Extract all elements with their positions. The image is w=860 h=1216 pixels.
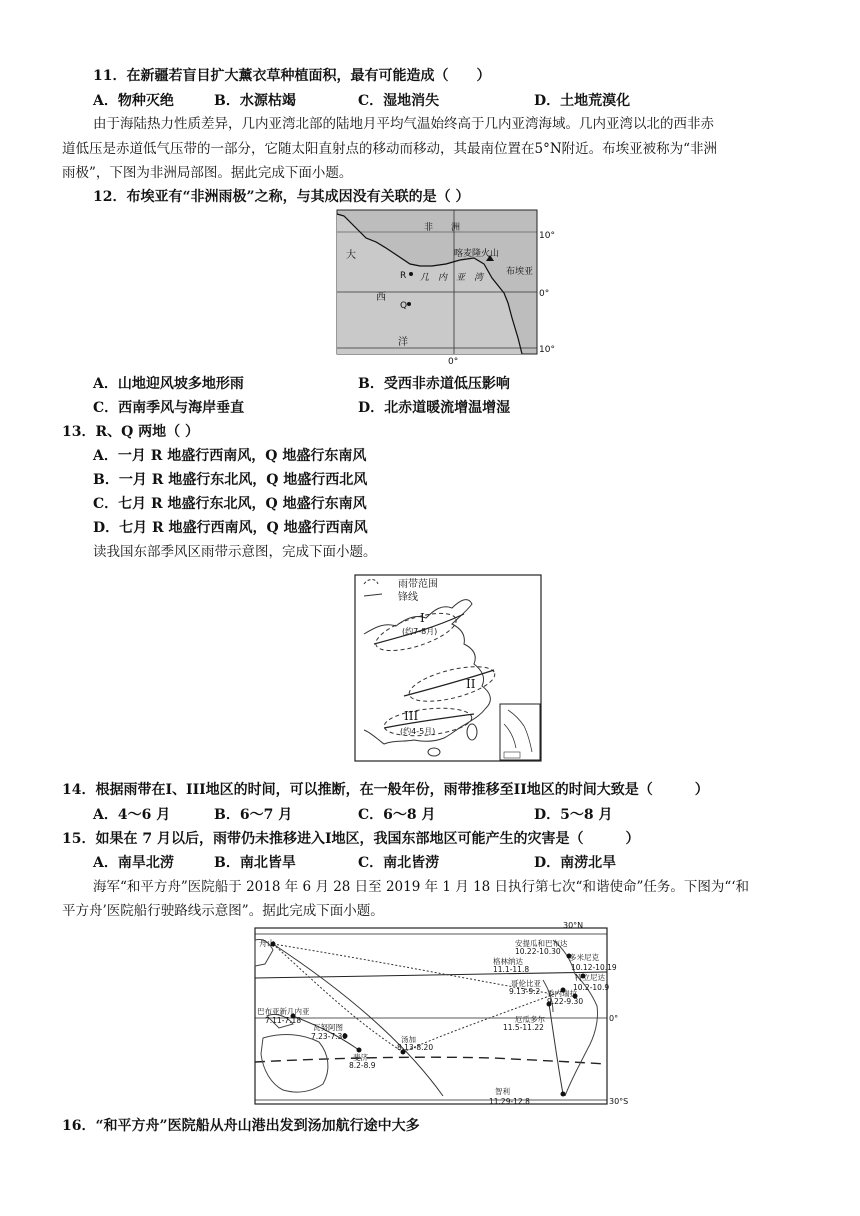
passage-1-line-1: 由于海陆热力性质差异，几内亚湾北部的陆地月平均气温始终高于几内亚湾海域。几内亚湾以北的西非赤 [93,116,714,132]
passage-1-line-3: 雨极”，下图为非洲局部图。据此完成下面小题。 [62,165,353,181]
q13-option-a: A．一月 R 地盛行西南风，Q 地盛行东南风 [93,448,367,464]
label-lat-0: 0° [539,289,550,299]
label-africa: 非 洲 [424,223,461,233]
label-tonga-date: 8.13-8.20 [397,1043,434,1052]
zone-3-label: III [404,709,419,723]
stop-fiji [357,1048,362,1053]
label-venezuela-date: 9.22-9.30 [547,997,584,1006]
label-chile-date: 11.29-12.8 [489,1097,530,1106]
label-chile: 智利 [495,1087,510,1096]
q14-option-c: C．6～8 月 [358,807,436,823]
legend-rain-range: 雨带范围 [398,579,438,590]
label-lat-0: 0° [609,1014,619,1023]
label-vanuatu: 瓦努阿图 [313,1023,343,1032]
label-tonga: 汤加 [401,1035,416,1044]
q13-option-c: C．七月 R 地盛行东北风，Q 地盛行东南风 [93,496,367,512]
passage-1-line-2: 道低压是赤道低气压带的一部分，它随太阳直射点的移动而移动，其最南位置在5°N附近。布埃亚被称为“非洲 [62,141,718,157]
passage-2: 读我国东部季风区雨带示意图，完成下面小题。 [93,544,377,560]
point-q [407,302,411,306]
label-r: R [400,271,407,281]
rain-belt-map [354,574,544,766]
q12-option-b: B．受西非赤道低压影响 [358,376,510,392]
gulf-of-guinea-map [336,208,556,368]
label-lon-0: 0° [448,357,459,367]
label-colombia: 哥伦比亚 [511,979,541,988]
label-ocean-1: 大 [346,250,356,261]
label-fiji-date: 8.2-8.9 [349,1061,376,1070]
legend-front: 锋线 [398,592,418,603]
q15-option-c: C．南北皆涝 [358,855,440,871]
question-12-stem: 12．布埃亚有“非洲雨极”之称，与其成因没有关联的是（ ） [93,189,470,205]
label-buea: 布埃亚 [506,267,534,277]
question-14-stem: 14．根据雨带在I、III地区的时间，可以推断，在一般年份，雨带推移至II地区的时间大致是（ ） [62,782,709,798]
label-lat-30n: 30°N [563,921,584,930]
label-zhoushan: 舟山 [259,939,275,948]
question-15-stem: 15．如果在 7 月以后，雨带仍未推移进入I地区，我国东部地区可能产生的灾害是（ ） [62,831,640,847]
label-venezuela: 委内瑞拉 [547,989,577,998]
peace-ark-route-map [253,920,639,1110]
label-ocean-2: 西 [376,292,386,303]
q11-option-d: D．土地荒漠化 [534,93,631,109]
q12-option-c: C．西南季风与海岸垂直 [93,400,245,416]
label-trinidad: 特立尼达 [575,973,605,982]
q14-option-d: D．5～8 月 [534,807,613,823]
zone-1-label: I [420,611,425,625]
question-11-stem: 11．在新疆若盲目扩大薰衣草种植面积，最有可能造成（ ） [93,68,491,84]
stop-chile [561,1092,566,1097]
label-antigua: 安提瓜和巴布达 [515,939,568,948]
q13-option-d: D．七月 R 地盛行西南风，Q 地盛行西南风 [93,520,368,536]
q11-option-b: B．水源枯竭 [214,93,296,109]
q15-option-b: B．南北皆旱 [214,855,296,871]
q12-option-d: D．北赤道暖流增温增湿 [358,400,511,416]
label-png-date: 7.11-7.18 [265,1016,302,1025]
q15-option-d: D．南涝北旱 [534,855,617,871]
label-ocean-3: 洋 [398,337,408,348]
passage-3-line-2: 平方舟’医院船行驶路线示意图”。据此完成下面小题。 [62,903,384,919]
label-png: 巴布亚新几内亚 [257,1007,310,1016]
q14-option-a: A．4～6 月 [93,807,171,823]
label-lat-10n: 10° [539,231,555,241]
label-lat-30s: 30°S [609,1097,629,1106]
label-trinidad-date: 10.2-10.9 [573,983,610,992]
label-gulf: 几 内 亚 湾 [420,273,484,283]
label-antigua-date: 10.22-10.30 [515,947,561,956]
label-volcano: 喀麦隆火山 [454,249,500,259]
label-fiji: 斐济 [353,1053,368,1062]
label-ecuador: 厄瓜多尔 [515,1015,545,1024]
question-13-stem: 13．R、Q 两地（ ） [62,424,200,440]
zone-3-time: (约4-5月) [400,727,436,736]
label-colombia-date: 9.13-9.2 [509,987,541,996]
zone-1-time: (约7-8月) [402,627,438,636]
label-ecuador-date: 11.5-11.22 [503,1023,544,1032]
q12-option-a: A．山地迎风坡多地形雨 [93,376,244,392]
label-lat-10s: 10° [539,345,555,355]
q11-option-c: C．湿地消失 [358,93,440,109]
label-dominica: 多米尼克 [569,953,599,962]
label-q: Q [400,301,408,311]
q11-option-a: A．物种灭绝 [93,93,174,109]
q13-option-b: B．一月 R 地盛行东北风，Q 地盛行西北风 [93,472,368,488]
point-r [409,272,413,276]
label-grenada: 格林纳达 [493,957,523,966]
zone-2-label: II [466,677,476,691]
q14-option-b: B．6～7 月 [214,807,293,823]
label-vanuatu-date: 7.23-7.30 [311,1032,348,1041]
label-dominica-date: 10.12-10.19 [571,963,617,972]
passage-3-line-1: 海军“和平方舟”医院船于 2018 年 6 月 28 日至 2019 年 1 月 18 日执行第七次“和谐使命”任务。下图为“‘和 [93,879,750,895]
q15-option-a: A．南旱北涝 [93,855,174,871]
question-16-stem: 16．“和平方舟”医院船从舟山港出发到汤加航行途中大多 [62,1118,420,1134]
label-grenada-date: 11.1-11.8 [493,965,530,974]
